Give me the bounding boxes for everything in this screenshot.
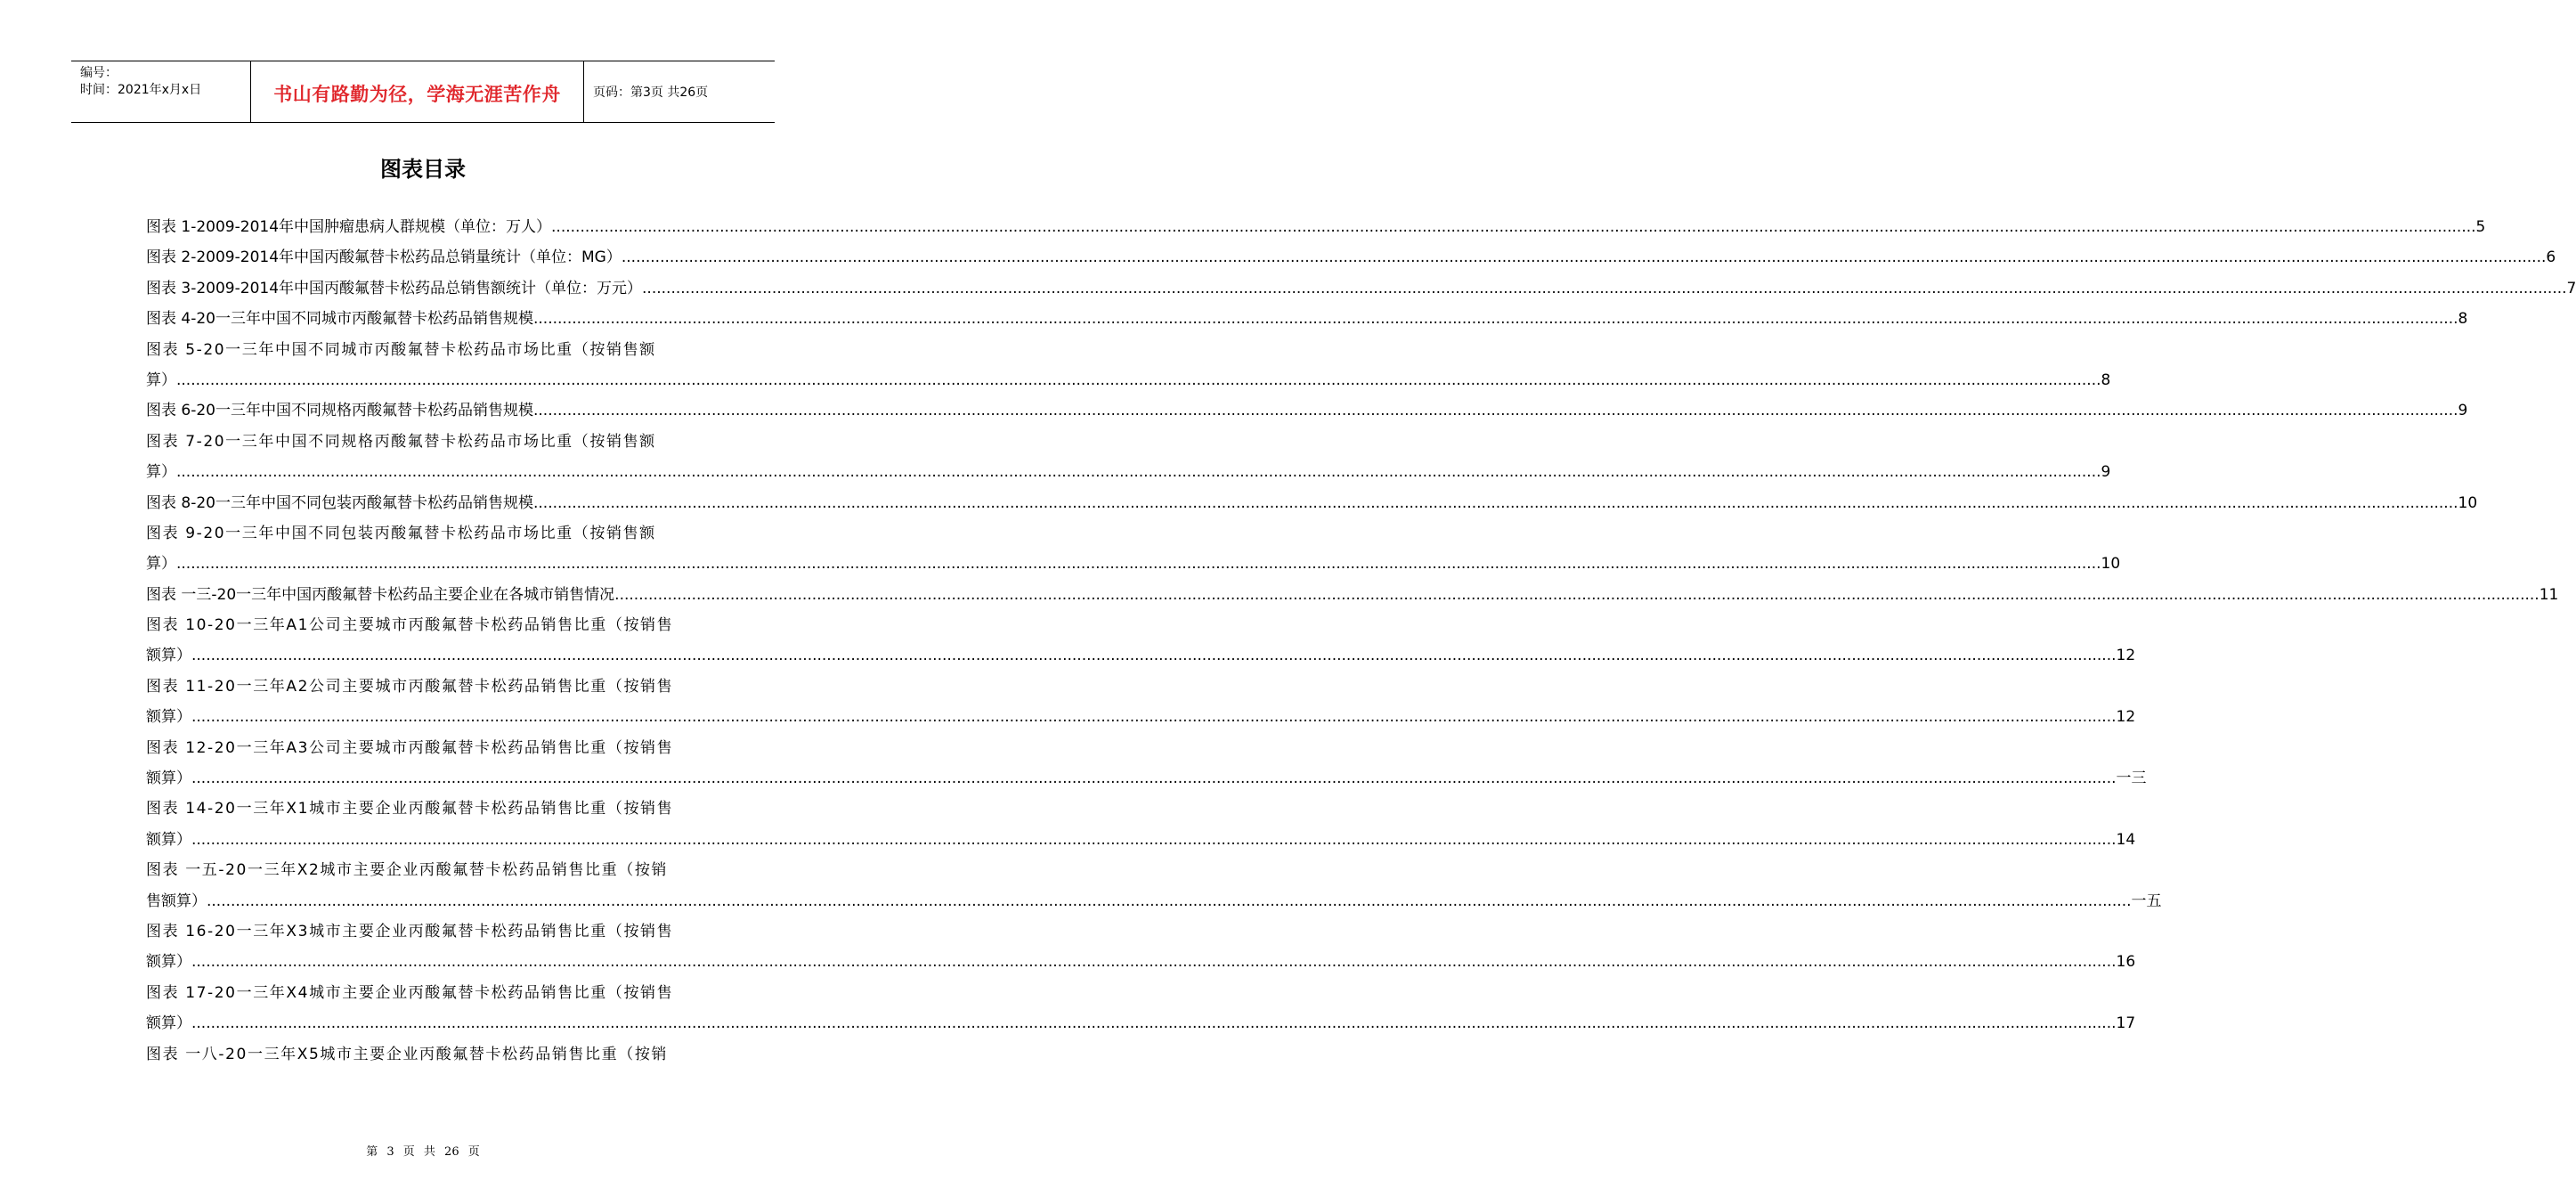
toc-entry-text: 图表 3-2009-2014年中国丙酸氟替卡松药品总销售额统计（单位：万元） [146, 279, 643, 297]
toc-line[interactable] [146, 365, 2111, 395]
toc-page-number: 8 [2101, 370, 2111, 389]
toc-entry-text: 算） [146, 463, 176, 482]
toc-line[interactable] [146, 640, 2136, 671]
toc-line[interactable] [146, 212, 2486, 242]
toc-entry-text: 售额算） [146, 892, 207, 910]
toc-line[interactable] [146, 488, 2478, 518]
toc-leader-dots: ................................................................................................................................................................................................................................................................................................................................................................................................................ [191, 1014, 2117, 1033]
toc-page-number: 7 [2566, 279, 2576, 297]
toc-entry-text: 图表 17-20一三年X4城市主要企业丙酸氟替卡松药品销售比重（按销售 [146, 983, 674, 1002]
toc-entry-text: 图表 6-20一三年中国不同规格丙酸氟替卡松药品销售规模 [146, 402, 533, 420]
toc-page-number: 10 [2458, 493, 2478, 512]
toc-entry-text: 图表 11-20一三年A2公司主要城市丙酸氟替卡松药品销售比重（按销售 [146, 677, 674, 696]
toc-leader-dots: ................................................................................................................................................................................................................................................................................................................................................................................................................ [176, 370, 2101, 389]
toc-line[interactable] [146, 304, 2468, 334]
toc-line[interactable] [146, 702, 2136, 732]
header-meta [71, 61, 251, 122]
toc-leader-dots: ................................................................................................................................................................................................................................................................................................................................................................................................................ [207, 892, 2132, 910]
toc-leader-dots: ................................................................................................................................................................................................................................................................................................................................................................................................................ [191, 830, 2117, 849]
toc-leader-dots: ................................................................................................................................................................................................................................................................................................................................................................................................................ [533, 310, 2458, 329]
toc-line[interactable] [146, 549, 2121, 579]
toc-page-number: 9 [2101, 463, 2111, 482]
toc-line[interactable] [146, 886, 2162, 916]
toc-line[interactable] [146, 733, 718, 763]
toc-entry-text: 图表 2-2009-2014年中国丙酸氟替卡松药品总销量统计（单位：MG） [146, 248, 622, 267]
table-of-figures [146, 212, 2576, 1070]
page-label: 页码：第3页 共26页 [593, 86, 709, 100]
toc-leader-dots: ................................................................................................................................................................................................................................................................................................................................................................................................................ [191, 770, 2117, 788]
header-page-cell [584, 61, 775, 122]
toc-page-number: 11 [2539, 585, 2559, 604]
toc-entry-text: 额算） [146, 1014, 191, 1033]
toc-leader-dots: ................................................................................................................................................................................................................................................................................................................................................................................................................ [551, 218, 2476, 236]
toc-leader-dots: ................................................................................................................................................................................................................................................................................................................................................................................................................ [191, 647, 2117, 665]
toc-entry-text: 额算） [146, 953, 191, 972]
toc-line[interactable] [146, 855, 718, 885]
toc-entry-text: 额算） [146, 830, 191, 849]
toc-line[interactable] [146, 610, 718, 640]
toc-leader-dots: ................................................................................................................................................................................................................................................................................................................................................................................................................ [533, 402, 2458, 420]
toc-entry-text: 算） [146, 370, 176, 389]
toc-page-number: 一五 [2131, 892, 2162, 910]
toc-line[interactable] [146, 763, 2147, 794]
toc-entry-text: 图表 16-20一三年X3城市主要企业丙酸氟替卡松药品销售比重（按销售 [146, 922, 674, 940]
toc-page-number: 10 [2101, 555, 2121, 574]
toc-entry-text: 图表 9-20一三年中国不同包装丙酸氟替卡松药品市场比重（按销售额 [146, 524, 656, 542]
toc-line[interactable] [146, 672, 718, 702]
toc-entry-text: 算） [146, 555, 176, 574]
toc-line[interactable] [146, 395, 2468, 426]
toc-entry-text: 额算） [146, 770, 191, 788]
toc-page-number: 12 [2116, 647, 2136, 665]
toc-entry-text: 图表 5-20一三年中国不同城市丙酸氟替卡松药品市场比重（按销售额 [146, 340, 656, 359]
toc-line[interactable] [146, 947, 2136, 977]
toc-line[interactable] [146, 427, 718, 457]
toc-page-number: 8 [2458, 310, 2468, 329]
toc-entry-text: 图表 8-20一三年中国不同包装丙酸氟替卡松药品销售规模 [146, 493, 533, 512]
toc-line[interactable] [146, 518, 718, 549]
toc-line[interactable] [146, 794, 718, 824]
toc-entry-text: 图表 1-2009-2014年中国肿瘤患病人群规模（单位：万人） [146, 218, 552, 236]
toc-leader-dots: ................................................................................................................................................................................................................................................................................................................................................................................................................ [191, 953, 2117, 972]
toc-page-number: 12 [2116, 708, 2136, 727]
toc-leader-dots: ................................................................................................................................................................................................................................................................................................................................................................................................................ [176, 555, 2101, 574]
toc-line[interactable] [146, 1008, 2136, 1038]
toc-leader-dots: ................................................................................................................................................................................................................................................................................................................................................................................................................ [176, 463, 2101, 482]
toc-entry-text: 图表 12-20一三年A3公司主要城市丙酸氟替卡松药品销售比重（按销售 [146, 738, 674, 757]
motto: 书山有路勤为径，学海无涯苦作舟 [273, 84, 561, 105]
toc-entry-text: 图表 一三-20一三年中国丙酸氟替卡松药品主要企业在各城市销售情况 [146, 585, 615, 604]
toc-entry-text: 图表 4-20一三年中国不同城市丙酸氟替卡松药品销售规模 [146, 310, 533, 329]
toc-page-number: 9 [2458, 402, 2468, 420]
toc-line[interactable] [146, 242, 2556, 273]
toc-line[interactable] [146, 457, 2111, 487]
toc-entry-text: 图表 10-20一三年A1公司主要城市丙酸氟替卡松药品销售比重（按销售 [146, 616, 674, 635]
toc-leader-dots: ................................................................................................................................................................................................................................................................................................................................................................................................................ [642, 279, 2567, 297]
toc-entry-text: 图表 7-20一三年中国不同规格丙酸氟替卡松药品市场比重（按销售额 [146, 432, 656, 451]
toc-leader-dots: ................................................................................................................................................................................................................................................................................................................................................................................................................ [614, 585, 2539, 604]
toc-line[interactable] [146, 1039, 718, 1070]
toc-line[interactable] [146, 335, 718, 365]
toc-entry-text: 图表 一八-20一三年X5城市主要企业丙酸氟替卡松药品销售比重（按销 [146, 1045, 669, 1063]
toc-line[interactable] [146, 273, 2576, 304]
toc-line[interactable] [146, 825, 2136, 855]
page-title: 图表目录 [380, 157, 466, 182]
toc-page-number: 16 [2116, 953, 2136, 972]
page-header [71, 61, 775, 123]
toc-leader-dots: ................................................................................................................................................................................................................................................................................................................................................................................................................ [621, 248, 2547, 267]
toc-entry-text: 额算） [146, 647, 191, 665]
toc-line[interactable] [146, 916, 718, 947]
toc-leader-dots: ................................................................................................................................................................................................................................................................................................................................................................................................................ [533, 493, 2458, 512]
number-label: 编号： [80, 66, 118, 80]
toc-page-number: 一三 [2116, 770, 2147, 788]
toc-page-number: 14 [2116, 830, 2136, 849]
toc-page-number: 17 [2116, 1014, 2136, 1033]
time-label: 时间：2021年x月x日 [80, 83, 202, 97]
header-motto-cell [251, 61, 584, 122]
toc-page-number: 5 [2475, 218, 2486, 236]
page-footer: 第 3 页 共 26 页 [366, 1145, 480, 1159]
toc-line[interactable] [146, 978, 718, 1008]
toc-entry-text: 图表 一五-20一三年X2城市主要企业丙酸氟替卡松药品销售比重（按销 [146, 861, 669, 880]
toc-line[interactable] [146, 580, 2559, 610]
toc-entry-text: 图表 14-20一三年X1城市主要企业丙酸氟替卡松药品销售比重（按销售 [146, 800, 674, 818]
toc-entry-text: 额算） [146, 708, 191, 727]
toc-page-number: 6 [2546, 248, 2556, 267]
toc-leader-dots: ................................................................................................................................................................................................................................................................................................................................................................................................................ [191, 708, 2117, 727]
